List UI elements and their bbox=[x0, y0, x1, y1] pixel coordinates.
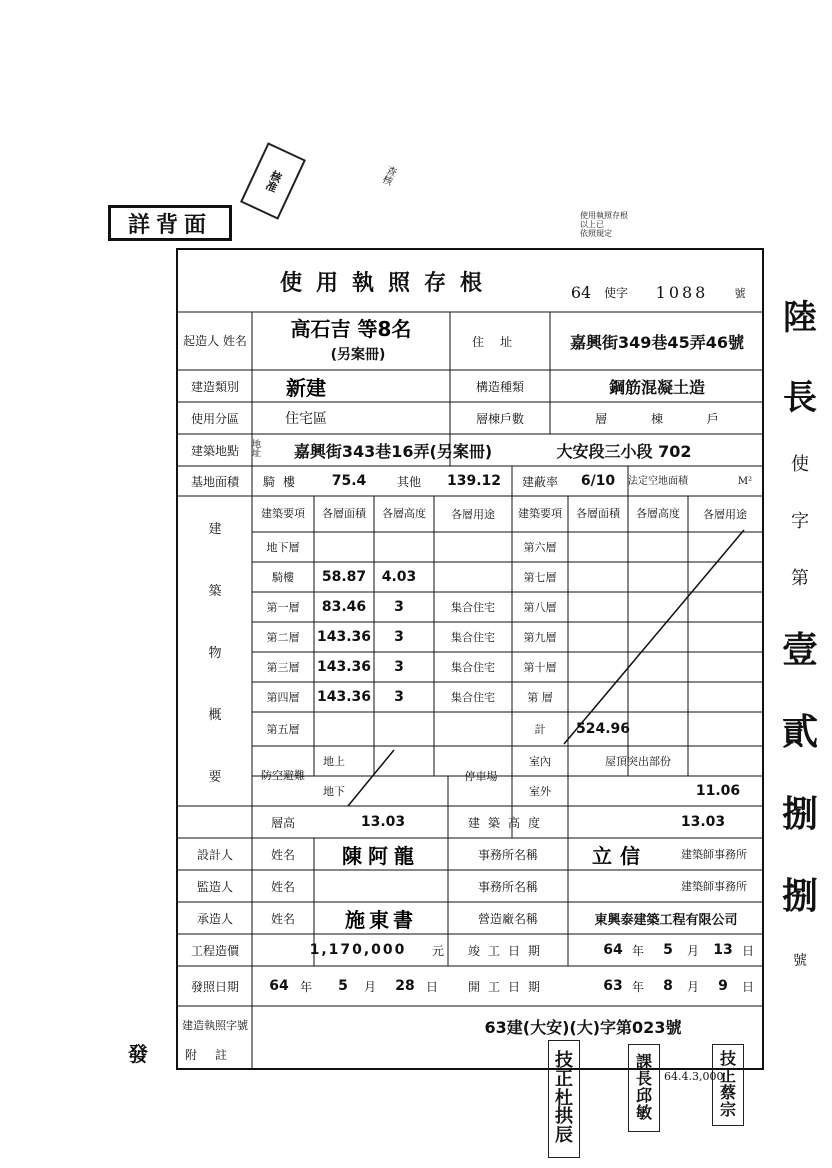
label-completion: 竣工日期 bbox=[467, 943, 548, 958]
margin-char: 捌 bbox=[781, 874, 818, 917]
total-area: 524.96 bbox=[575, 721, 631, 737]
issue-day: 28 bbox=[395, 978, 415, 994]
permit-suffix: 號 bbox=[734, 287, 746, 300]
label-designer-office: 事務所名稱 bbox=[477, 847, 538, 862]
seal-char: 敏 bbox=[635, 1102, 652, 1122]
contractor-value: 施東書 bbox=[345, 907, 417, 932]
seal-char: 杜 bbox=[555, 1087, 573, 1109]
label-floors: 層棟戶數 bbox=[475, 411, 524, 426]
floor-area: 83.46 bbox=[321, 599, 367, 615]
hdr-use-left: 各層用途 bbox=[451, 508, 495, 521]
label-contractor-name: 姓名 bbox=[270, 911, 295, 926]
seal-char: 邱 bbox=[635, 1086, 652, 1105]
small-stamp-line-1: 使用執照存根 bbox=[580, 211, 628, 220]
floors-value: 層 棟 戶 bbox=[595, 411, 719, 426]
approval-stamp-2: 查核 bbox=[378, 163, 398, 186]
start-month-label: 月 bbox=[686, 979, 699, 994]
seal-char: 技 bbox=[719, 1049, 736, 1069]
small-stamp-line-2: 以上已 bbox=[580, 219, 604, 229]
hdr-area-left: 各層面積 bbox=[322, 507, 366, 521]
margin-char: 捌 bbox=[781, 792, 818, 835]
label-builder: 起造人 姓名 bbox=[183, 333, 247, 348]
small-stamp-block bbox=[580, 212, 760, 246]
tag-box: 詳背面 bbox=[108, 205, 232, 241]
builder-address: 嘉興街349巷45弄46號 bbox=[570, 332, 744, 352]
issue-month-label: 月 bbox=[363, 979, 376, 994]
hdr-item-right: 建築要項 bbox=[518, 507, 562, 521]
label-designer: 設計人 bbox=[196, 847, 233, 862]
summary-char-4: 概 bbox=[208, 707, 222, 723]
completion-year-label: 年 bbox=[631, 943, 644, 958]
site-lot: 大安段三小段 702 bbox=[556, 441, 692, 461]
label-supervisor-name: 姓名 bbox=[270, 879, 295, 894]
summary-char-2: 築 bbox=[208, 583, 222, 599]
start-month: 8 bbox=[663, 978, 673, 994]
label-issue-date: 發照日期 bbox=[190, 979, 239, 994]
label-firm-name: 營造廠名稱 bbox=[477, 911, 538, 926]
margin-char: 壹 bbox=[781, 628, 818, 671]
seal-section-chief bbox=[628, 1044, 660, 1132]
floor-area: 143.36 bbox=[316, 629, 372, 645]
footer-print: 64.4.3,000 bbox=[664, 1070, 724, 1083]
floor-area: 143.36 bbox=[316, 689, 372, 705]
permit-word: 使字 bbox=[603, 285, 628, 300]
label-contractor: 承造人 bbox=[196, 911, 233, 926]
floor-label: 第二層 bbox=[266, 631, 300, 644]
label-zone: 使用分區 bbox=[190, 411, 239, 426]
seal-char: 宗 bbox=[719, 1099, 736, 1119]
label-outdoor: 室外 bbox=[529, 785, 551, 798]
floor-height: 3 bbox=[394, 629, 404, 645]
summary-char-5: 要 bbox=[208, 769, 222, 785]
small-stamp-line-3: 依照規定 bbox=[580, 228, 612, 238]
seal-char: 長 bbox=[635, 1069, 652, 1089]
issue-year-label: 年 bbox=[299, 979, 312, 994]
right-margin-stamp bbox=[772, 290, 828, 970]
zone-value: 住宅區 bbox=[285, 411, 327, 427]
start-year-label: 年 bbox=[631, 979, 644, 994]
label-supervisor-office: 事務所名稱 bbox=[477, 879, 538, 894]
completion-month: 5 bbox=[663, 942, 673, 958]
seal-char: 課 bbox=[635, 1052, 652, 1072]
building-height-value: 13.03 bbox=[680, 814, 726, 830]
completion-month-label: 月 bbox=[686, 943, 699, 958]
seal-char: 拱 bbox=[555, 1106, 573, 1128]
label-below: 地下 bbox=[323, 785, 345, 798]
floor-label: 第九層 bbox=[523, 631, 557, 644]
floor-label: 第八層 bbox=[523, 601, 557, 614]
floor-area: 58.87 bbox=[321, 569, 367, 585]
roof-area: 11.06 bbox=[695, 783, 741, 799]
permit-year: 64 bbox=[570, 282, 592, 302]
label-indoor: 室內 bbox=[529, 755, 551, 768]
floor-use: 集合住宅 bbox=[451, 691, 495, 704]
designer-office-value: 立信 bbox=[592, 843, 648, 868]
floor-label: 第七層 bbox=[523, 571, 557, 584]
floor-use: 集合住宅 bbox=[451, 601, 495, 614]
margin-char: 貳 bbox=[781, 710, 818, 753]
floor-use: 集合住宅 bbox=[451, 631, 495, 644]
label-permit-ref: 建造執照字號 bbox=[182, 1019, 248, 1033]
summary-char-1: 建 bbox=[208, 521, 222, 537]
label-arcade: 騎樓 bbox=[262, 474, 303, 489]
label-legal-open: 法定空地面積 bbox=[628, 475, 688, 487]
issue-year: 64 bbox=[269, 978, 289, 994]
start-year: 63 bbox=[603, 978, 623, 994]
contractor-firm-value: 東興泰建築工程有限公司 bbox=[594, 912, 738, 928]
cost-value: 1,170,000 bbox=[309, 942, 407, 958]
approval-stamp-1: 核准 bbox=[240, 142, 306, 220]
seal-technician-1 bbox=[548, 1040, 580, 1158]
label-roof: 屋頂突出部份 bbox=[605, 755, 671, 768]
label-structure: 構造種類 bbox=[475, 379, 524, 394]
coverage-value: 6/10 bbox=[580, 473, 616, 489]
label-site: 建築地點 bbox=[190, 443, 239, 458]
completion-day: 13 bbox=[713, 942, 733, 958]
label-other: 其他 bbox=[396, 474, 421, 489]
floor-height: 3 bbox=[394, 659, 404, 675]
label-address: 住址 bbox=[471, 334, 528, 349]
floor-label: 第五層 bbox=[266, 723, 300, 736]
permit-ref-value: 63建(大安)(大)字第023號 bbox=[484, 1017, 682, 1037]
completion-year: 64 bbox=[603, 942, 623, 958]
label-coverage: 建蔽率 bbox=[521, 474, 558, 489]
label-remarks: 附註 bbox=[184, 1047, 245, 1062]
storey-height-value: 13.03 bbox=[360, 814, 406, 830]
floor-label: 第三層 bbox=[266, 661, 300, 674]
margin-char: 使 bbox=[791, 454, 809, 476]
designer-value: 陳阿龍 bbox=[342, 843, 420, 868]
start-day: 9 bbox=[718, 978, 728, 994]
floor-label: 第 層 bbox=[527, 691, 553, 704]
margin-char: 陸 bbox=[783, 298, 817, 338]
margin-char: 第 bbox=[791, 568, 809, 590]
seal-technician-2 bbox=[712, 1044, 744, 1126]
label-parking: 停車場 bbox=[464, 770, 498, 783]
seal-char: 技 bbox=[555, 1049, 573, 1071]
permit-number: 1088 bbox=[655, 282, 709, 302]
form-table bbox=[176, 248, 764, 1070]
side-note: 發 bbox=[128, 1042, 148, 1066]
building-summary-label bbox=[178, 496, 252, 806]
floor-height: 3 bbox=[394, 689, 404, 705]
builder-sub: (另案冊) bbox=[330, 347, 386, 363]
arcade-area: 75.4 bbox=[331, 473, 367, 489]
hdr-area-right: 各層面積 bbox=[576, 507, 620, 521]
issue-month: 5 bbox=[338, 978, 348, 994]
label-designer-name: 姓名 bbox=[270, 847, 295, 862]
label-architect-office-1: 建築師事務所 bbox=[681, 848, 747, 861]
label-architect-office-2: 建築師事務所 bbox=[681, 880, 747, 893]
floor-height: 3 bbox=[394, 599, 404, 615]
label-cost: 工程造價 bbox=[190, 943, 239, 958]
issue-day-label: 日 bbox=[425, 979, 438, 994]
cost-unit: 元 bbox=[431, 943, 444, 958]
floor-label: 第十層 bbox=[523, 661, 557, 674]
hdr-use-right: 各層用途 bbox=[703, 508, 747, 521]
floor-use: 集合住宅 bbox=[451, 661, 495, 674]
seal-char: 正 bbox=[555, 1068, 573, 1090]
seal-char: 蔡 bbox=[719, 1083, 736, 1102]
margin-char: 號 bbox=[793, 952, 807, 969]
hdr-item-left: 建築要項 bbox=[261, 507, 305, 521]
label-site-sub: 地址 bbox=[252, 440, 262, 459]
label-start-date: 開工日期 bbox=[467, 979, 548, 994]
floor-label: 第六層 bbox=[523, 541, 557, 554]
site-value: 嘉興街343巷16弄(另案冊) bbox=[293, 441, 493, 461]
label-storey-height: 層高 bbox=[270, 815, 295, 830]
label-supervisor: 監造人 bbox=[196, 879, 233, 894]
builder-name: 高石吉 等8名 bbox=[290, 316, 412, 341]
margin-char: 字 bbox=[791, 511, 809, 533]
label-category: 建造類別 bbox=[190, 379, 239, 394]
floor-label: 第一層 bbox=[266, 601, 300, 614]
seal-char: 辰 bbox=[555, 1125, 573, 1147]
hdr-height-left: 各層高度 bbox=[382, 507, 426, 521]
category-value: 新建 bbox=[286, 375, 326, 400]
completion-day-label: 日 bbox=[741, 943, 754, 958]
label-building-height: 建築高度 bbox=[467, 815, 548, 830]
structure-value: 鋼筋混凝土造 bbox=[608, 377, 705, 397]
floor-height: 4.03 bbox=[381, 569, 417, 585]
start-day-label: 日 bbox=[741, 979, 754, 994]
floor-area: 143.36 bbox=[316, 659, 372, 675]
label-civil-defense: 防空避難 bbox=[261, 768, 305, 782]
summary-char-3: 物 bbox=[208, 645, 222, 661]
margin-char: 長 bbox=[783, 378, 817, 419]
hdr-height-right: 各層高度 bbox=[636, 507, 680, 521]
label-area: 基地面積 bbox=[190, 474, 239, 489]
label-above: 地上 bbox=[323, 755, 345, 768]
other-area: 139.12 bbox=[446, 473, 502, 489]
form-title: 使用執照存根 bbox=[279, 269, 496, 296]
legal-open-unit: M² bbox=[737, 475, 753, 487]
floor-label: 計 bbox=[534, 723, 546, 736]
floor-label: 第四層 bbox=[266, 691, 300, 704]
seal-char: 正 bbox=[719, 1066, 736, 1086]
floor-label: 地下層 bbox=[266, 541, 300, 554]
floor-label: 騎樓 bbox=[272, 571, 294, 584]
